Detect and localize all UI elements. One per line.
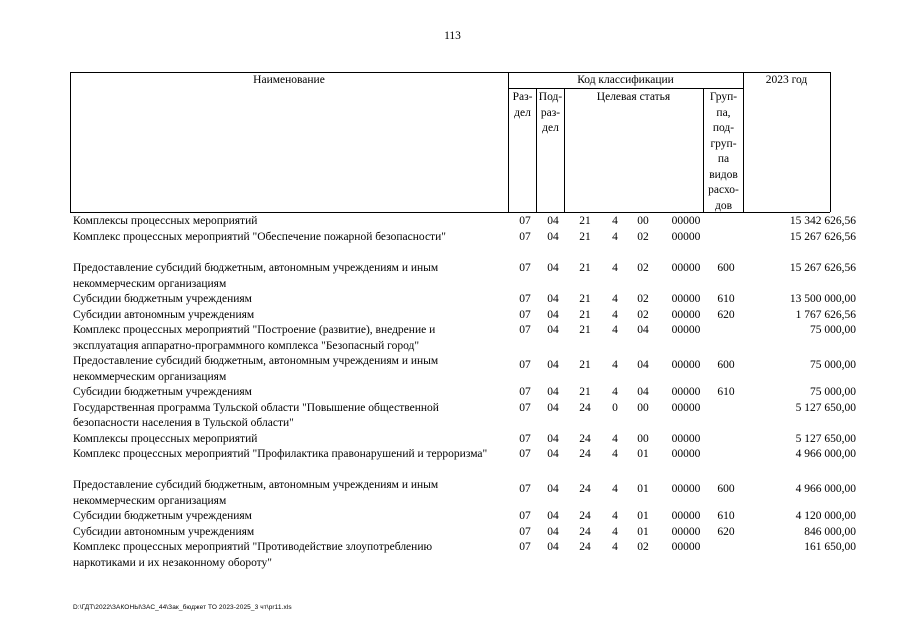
row-group: 610 — [717, 293, 735, 305]
row-target-3: 04 — [637, 324, 649, 336]
table-row — [73, 323, 863, 354]
row-target-2: 4 — [612, 510, 618, 522]
row-target-2: 4 — [612, 541, 618, 553]
row-name: Субсидии бюджетным учреждениям — [73, 386, 252, 398]
row-target-1: 21 — [579, 262, 591, 274]
table-row — [73, 447, 863, 478]
table-row — [73, 214, 863, 230]
header-group: Груп- па, под- груп- па видов расхо- дов — [708, 91, 739, 212]
row-target-2: 4 — [612, 359, 618, 371]
row-target-4: 00000 — [671, 324, 701, 336]
table-row — [73, 292, 863, 308]
row-target-4: 00000 — [671, 510, 701, 522]
row-target-1: 24 — [579, 448, 591, 460]
row-group: 600 — [717, 262, 735, 274]
row-target-1: 21 — [579, 231, 591, 243]
row-podrazdel: 04 — [547, 262, 559, 274]
row-target-2: 4 — [612, 293, 618, 305]
row-target-1: 24 — [579, 510, 591, 522]
row-razdel: 07 — [519, 525, 531, 538]
row-podrazdel: 04 — [547, 483, 559, 495]
row-name: Субсидии бюджетным учреждениям — [73, 293, 252, 305]
row-target-3: 02 — [637, 262, 649, 274]
row-target-2: 4 — [612, 525, 618, 538]
row-podrazdel: 04 — [547, 432, 559, 445]
header-year: 2023 год — [765, 74, 808, 86]
row-target-4: 00000 — [671, 386, 701, 398]
row-razdel: 07 — [519, 359, 531, 371]
row-razdel: 07 — [519, 215, 531, 227]
row-razdel: 07 — [519, 293, 531, 305]
row-sum: 75 000,00 — [810, 324, 856, 336]
row-name: Предоставление субсидий бюджетным, автономным учреждениям и иным некоммерческим организациям — [73, 355, 439, 383]
row-target-2: 4 — [612, 386, 618, 398]
row-name: Субсидии автономным учреждениям — [73, 525, 255, 538]
row-razdel: 07 — [519, 401, 531, 414]
row-target-3: 04 — [637, 386, 649, 398]
row-target-1: 24 — [579, 525, 591, 538]
row-sum: 5 127 650,00 — [795, 401, 856, 414]
row-name: Комплекс процессных мероприятий "Профилактика правонарушений и терроризма" — [73, 448, 488, 460]
row-podrazdel: 04 — [547, 448, 559, 460]
row-target-3: 02 — [637, 231, 649, 243]
row-target-2: 0 — [612, 401, 618, 414]
row-sum: 5 127 650,00 — [795, 432, 856, 445]
row-target-3: 02 — [637, 541, 649, 553]
row-target-1: 24 — [579, 432, 591, 445]
row-target-3: 04 — [637, 359, 649, 371]
header-name: Наименование — [253, 74, 325, 86]
row-target-4: 00000 — [671, 432, 701, 445]
row-name: Комплекс процессных мероприятий "Построение (развитие), внедрение и эксплуатация аппаратно-программного комплекса "Безопасный город" — [73, 324, 436, 352]
row-target-1: 24 — [579, 401, 591, 414]
row-group: 610 — [717, 386, 735, 398]
row-target-4: 00000 — [671, 401, 701, 414]
row-target-3: 00 — [637, 401, 649, 414]
row-target-2: 4 — [612, 231, 618, 243]
row-target-3: 01 — [637, 483, 649, 495]
row-name: Субсидии автономным учреждениям — [73, 308, 255, 321]
row-sum: 4 120 000,00 — [795, 510, 856, 522]
row-sum: 4 966 000,00 — [795, 483, 856, 495]
row-group: 610 — [717, 510, 735, 522]
row-name: Предоставление субсидий бюджетным, автономным учреждениям и иным некоммерческим организациям — [73, 479, 439, 507]
row-group: 620 — [717, 525, 735, 538]
header-target: Целевая статья — [596, 91, 671, 103]
row-podrazdel: 04 — [547, 386, 559, 398]
row-group: 620 — [717, 308, 735, 321]
row-target-1: 21 — [579, 293, 591, 305]
row-sum: 846 000,00 — [804, 525, 856, 538]
row-name: Государственная программа Тульской области "Повышение общественной безопасности населения в Тульской области" — [73, 401, 439, 429]
row-target-4: 00000 — [671, 293, 701, 305]
row-target-3: 01 — [637, 510, 649, 522]
row-target-1: 21 — [579, 215, 591, 227]
table-row — [73, 525, 863, 541]
row-target-4: 00000 — [671, 215, 701, 227]
row-target-3: 00 — [637, 215, 649, 227]
row-sum: 15 267 626,56 — [789, 262, 856, 274]
row-podrazdel: 04 — [547, 525, 559, 538]
row-razdel: 07 — [519, 262, 531, 274]
row-target-1: 21 — [579, 308, 591, 321]
row-razdel: 07 — [519, 510, 531, 522]
row-podrazdel: 04 — [547, 359, 559, 371]
row-target-2: 4 — [612, 448, 618, 460]
header-razdel: Раз- дел — [512, 91, 533, 119]
row-razdel: 07 — [519, 308, 531, 321]
row-sum: 161 650,00 — [804, 541, 856, 553]
row-target-4: 00000 — [671, 262, 701, 274]
row-sum: 75 000,00 — [810, 359, 856, 371]
header-podrazdel: Под- раз- дел — [538, 91, 563, 134]
row-podrazdel: 04 — [547, 401, 559, 414]
row-target-3: 01 — [637, 525, 649, 538]
row-razdel: 07 — [519, 432, 531, 445]
row-razdel: 07 — [519, 231, 531, 243]
row-target-2: 4 — [612, 215, 618, 227]
table-row — [73, 308, 863, 324]
table-body — [73, 214, 863, 571]
row-name: Предоставление субсидий бюджетным, автономным учреждениям и иным некоммерческим организациям — [73, 262, 439, 290]
table-row — [73, 509, 863, 525]
table-row — [73, 261, 863, 292]
row-podrazdel: 04 — [547, 324, 559, 336]
row-target-3: 01 — [637, 448, 649, 460]
row-target-1: 24 — [579, 541, 591, 553]
row-razdel: 07 — [519, 483, 531, 495]
row-target-2: 4 — [612, 483, 618, 495]
table-row — [73, 230, 863, 261]
row-razdel: 07 — [519, 448, 531, 460]
row-group: 600 — [717, 483, 735, 495]
row-target-1: 24 — [579, 483, 591, 495]
row-podrazdel: 04 — [547, 293, 559, 305]
table-row — [73, 540, 863, 571]
row-target-3: 02 — [637, 293, 649, 305]
row-sum: 4 966 000,00 — [795, 448, 856, 460]
row-name: Комплексы процессных мероприятий — [73, 432, 258, 445]
table-row — [73, 401, 863, 432]
row-sum: 1 767 626,56 — [795, 308, 856, 321]
row-razdel: 07 — [519, 386, 531, 398]
page-number: 113 — [444, 30, 461, 42]
row-razdel: 07 — [519, 324, 531, 336]
row-target-2: 4 — [612, 432, 618, 445]
row-target-1: 21 — [579, 386, 591, 398]
row-name: Комплексы процессных мероприятий — [73, 215, 258, 227]
row-target-4: 00000 — [671, 359, 701, 371]
file-path-footer: D:\ГДТ\2022\ЗАКОНЫ\ЗАС_44\Зак_бюджет ТО 2023-2025_3 чт\pr11.xls — [73, 604, 292, 611]
row-target-1: 21 — [579, 359, 591, 371]
row-target-4: 00000 — [671, 483, 701, 495]
row-target-2: 4 — [612, 262, 618, 274]
row-sum: 13 500 000,00 — [789, 293, 856, 305]
row-podrazdel: 04 — [547, 308, 559, 321]
table-row — [73, 385, 863, 401]
row-target-3: 02 — [637, 308, 649, 321]
header-code-group: Код классификации — [577, 74, 674, 86]
row-podrazdel: 04 — [547, 510, 559, 522]
row-name: Комплекс процессных мероприятий "Противодействие злоупотреблению наркотиками и их незаконному обороту" — [73, 541, 433, 569]
row-group: 600 — [717, 359, 735, 371]
table-row — [73, 432, 863, 448]
row-target-3: 00 — [637, 432, 649, 445]
row-podrazdel: 04 — [547, 215, 559, 227]
row-podrazdel: 04 — [547, 541, 559, 553]
row-sum: 15 342 626,56 — [789, 215, 856, 227]
row-sum: 15 267 626,56 — [789, 231, 856, 243]
row-name: Комплекс процессных мероприятий "Обеспечение пожарной безопасности" — [73, 231, 446, 243]
row-target-2: 4 — [612, 308, 618, 321]
table-row — [73, 478, 863, 509]
row-name: Субсидии бюджетным учреждениям — [73, 510, 252, 522]
row-sum: 75 000,00 — [810, 386, 856, 398]
row-razdel: 07 — [519, 541, 531, 553]
row-target-4: 00000 — [671, 308, 701, 321]
row-target-4: 00000 — [671, 541, 701, 553]
row-target-4: 00000 — [671, 231, 701, 243]
row-target-4: 00000 — [671, 525, 701, 538]
row-target-1: 21 — [579, 324, 591, 336]
row-target-4: 00000 — [671, 448, 701, 460]
row-target-2: 4 — [612, 324, 618, 336]
row-podrazdel: 04 — [547, 231, 559, 243]
table-row — [73, 354, 863, 385]
